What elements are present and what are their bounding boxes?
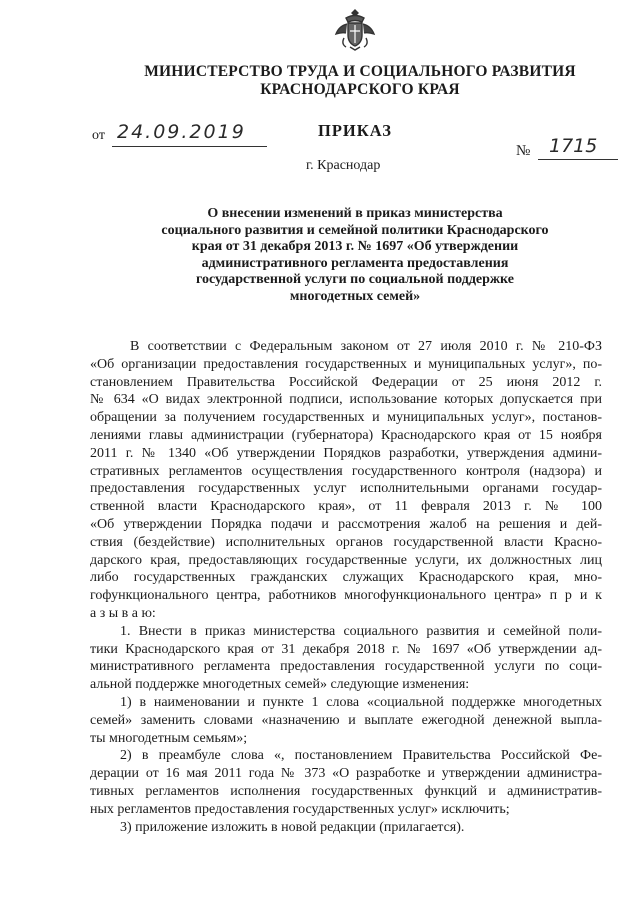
order-body [90, 338, 602, 836]
body-line: № 634 «О видах электронной подписи, использование которых допускается при [90, 392, 602, 408]
city: г. Краснодар [306, 158, 381, 173]
body-line: ствия (бездействие) исполнительных органов государственной власти Красно- [90, 534, 602, 550]
subject-line: государственной услуги по социальной поддержке [196, 272, 514, 287]
body-line: 2) в преамбуле слова «, постановлением Правительства Российской Фе- [120, 748, 602, 764]
body-line: тики Краснодарского края от 31 декабря 2018 г. № 1697 «Об утверждении ад- [90, 641, 602, 657]
ministry-name-line2: КРАСНОДАРСКОГО КРАЯ [260, 81, 460, 98]
body-line: а з ы в а ю: [90, 605, 156, 621]
subject-line: социального развития и семейной политики Краснодарского [161, 222, 549, 238]
body-line: тивных регламентов исполнения государственных функций и административ- [90, 783, 602, 799]
number-underline [538, 159, 618, 160]
order-subject [125, 206, 585, 305]
body-line: ты многодетным семьям»; [90, 730, 248, 746]
document-type: ПРИКАЗ [318, 121, 392, 140]
body-line: дерации от 16 мая 2011 года № 373 «О разработке и утверждении администра- [90, 766, 602, 782]
body-line: лениями главы администрации (губернатора) Краснодарского края от 15 ноября [90, 427, 602, 443]
body-line: обращении за получением государственных и муниципальных услуг», постанов- [90, 410, 602, 426]
body-line: либо государственных гражданских служащих Краснодарского края, мно- [90, 570, 602, 586]
body-line: дарского края, предоставляющих государственные услуги, их должностных лиц [90, 552, 602, 568]
body-line: 1. Внести в приказ министерства социального развития и семейной поли- [120, 623, 602, 639]
date-value: 24.09.2019 [117, 121, 246, 143]
body-line: стративных регламентов осуществления государственного контроля (надзора) и [90, 463, 602, 479]
date-label: от [92, 128, 105, 143]
body-line: «Об организации предоставления государственных и муниципальных услуг», по- [90, 356, 602, 372]
body-line: В соответствии с Федеральным законом от 27 июля 2010 г. № 210-ФЗ [130, 339, 602, 354]
body-line: 1) в наименовании и пункте 1 слова «социальной поддержке многодетных [120, 694, 602, 710]
ministry-name-line1: МИНИСТЕРСТВО ТРУДА И СОЦИАЛЬНОГО РАЗВИТИЯ [144, 63, 576, 80]
body-line: ственной власти Краснодарского края», от 11 февраля 2013 г. № 100 [90, 499, 602, 515]
body-line: 3) приложение изложить в новой редакции (прилагается). [120, 819, 465, 835]
subject-line: административного регламента предоставления [201, 255, 509, 271]
number-value: 1715 [549, 135, 598, 157]
coat-of-arms-icon [332, 6, 378, 52]
subject-line: края от 31 декабря 2013 г. № 1697 «Об утверждении [191, 239, 519, 254]
body-line: министративного регламента предоставления государственной услуги по соци- [90, 659, 602, 675]
body-line: альной поддержке многодетных семей» следующие изменения: [90, 677, 470, 693]
date-underline [112, 146, 267, 147]
body-line: становлением Правительства Российской Федерации от 25 июня 2012 г. [90, 374, 602, 390]
number-label: № [516, 143, 531, 159]
subject-line: многодетных семей» [289, 288, 421, 304]
body-line: «Об утверждении Порядка подачи и рассмотрения жалоб на решения и дей- [90, 516, 602, 532]
body-line: предоставления государственных услуг исполнительными органами государ- [90, 481, 602, 497]
body-line: гофункционального центра, работников многофункционального центра» п р и к [90, 588, 602, 604]
subject-line: О внесении изменений в приказ министерства [207, 206, 503, 221]
body-line: семей» заменить словами «назначению и выплате ежегодной денежной выпла- [90, 712, 602, 728]
body-line: ных регламентов предоставления государственных услуг» исключить; [90, 801, 510, 817]
body-line: 2011 г. № 1340 «Об утверждении Порядков разработки, утверждения админи- [90, 445, 602, 461]
